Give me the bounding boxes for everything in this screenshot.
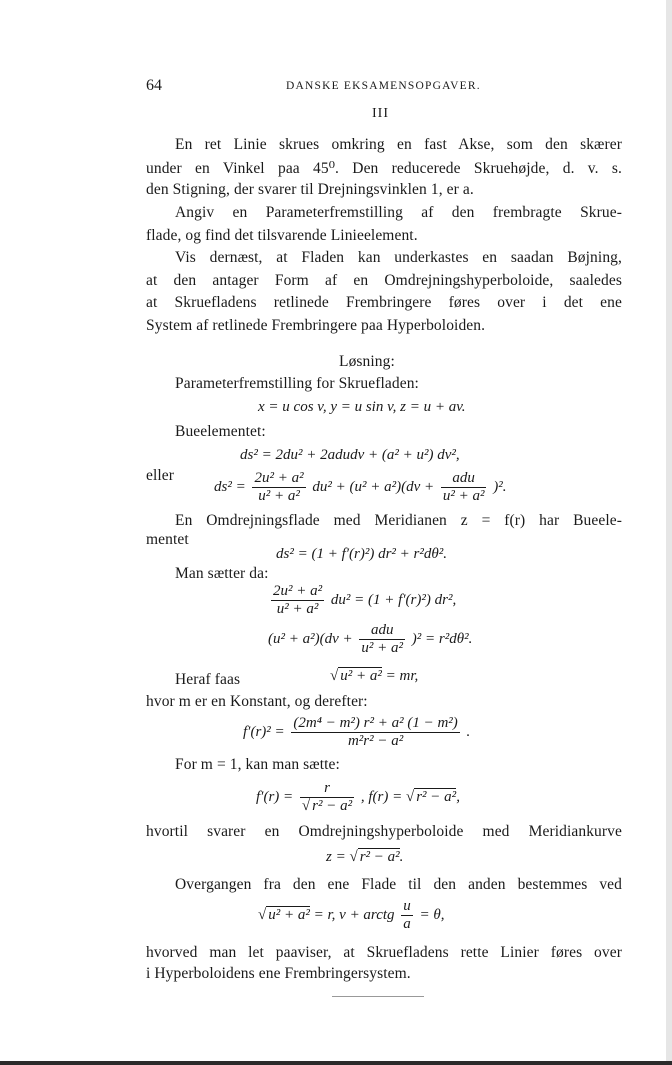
problem-line: flade, og find det tilsvarende Linieelement. <box>146 227 418 244</box>
z-equation: z = √ r² − a². <box>326 849 404 865</box>
problem-line: Angiv en Parameterfremstilling af den frembragte Skrue- <box>175 204 622 221</box>
for-line: For m = 1, kan man sætte: <box>175 756 340 773</box>
rotation-surface-line: En Omdrejningsflade med Meridianen z = f(r) har Bueele- <box>175 512 622 529</box>
f-m1-equation: f′(r) = $\frac{r}{\text{√ r² − a²}}$ , f(r) = √ r² − a², <box>256 780 460 814</box>
arc-equation-1: ds² = 2du² + 2adudv + (a² + u²) dv², <box>240 447 460 463</box>
rotation-surface-line: mentet <box>146 531 189 548</box>
f-equation: f′(r)² = $\frac{\text{(2m⁴ − m²) r² + a² (1 − m²)}}{\text{m²r² − a²}}$ . <box>243 715 471 749</box>
closing-line: i Hyperboloidens ene Frembringersystem. <box>146 965 411 982</box>
page-bottom-edge <box>0 1061 672 1065</box>
arc-label: Bueelementet: <box>175 423 266 440</box>
closing-line: hvorved man let paaviser, at Skruefladens rette Linier føres over <box>146 944 622 961</box>
solution-heading: Løsning: <box>339 353 395 370</box>
hvortil-line: hvortil svarer en Omdrejningshyperboloide med Meridiankurve <box>146 823 622 840</box>
heraf-label: Heraf faas <box>175 671 241 688</box>
problem-line: En ret Linie skrues omkring en fast Akse, som den skærer <box>175 136 622 153</box>
page-number: 64 <box>146 77 162 94</box>
set-equation-1: $\frac{\text{2u² + a²}}{\text{u² + a²}}$ du² = (1 + f′(r)²) dr², <box>273 583 457 617</box>
problem-line: den Stigning, der svarer til Drejningsvinklen 1, er a. <box>146 181 474 198</box>
running-title: DANSKE EKSAMENSOPGAVER. <box>286 80 481 92</box>
hvor-line: hvor m er en Konstant, og derefter: <box>146 693 368 710</box>
section-number: III <box>372 106 389 121</box>
set-label: Man sætter da: <box>175 565 269 582</box>
problem-line: Vis dernæst, at Fladen kan underkastes en saadan Bøjning, <box>175 249 622 266</box>
eller-label: eller <box>146 467 175 484</box>
heraf-equation: √ u² + a² = mr, <box>330 668 419 684</box>
param-equation: x = u cos v, y = u sin v, z = u + av. <box>258 399 466 415</box>
problem-line: at den antager Form af en Omdrejningshyperboloide, saaledes <box>146 272 622 289</box>
problem-line: under en Vinkel paa 45⁰. Den reducerede Skruehøjde, d. v. s. <box>146 160 622 177</box>
rotation-equation: ds² = (1 + f′(r)²) dr² + r²dθ². <box>276 546 447 562</box>
set-equation-2: (u² + a²)(dv + $\frac{\text{adu}}{\text{u² + a²}}$ )² = r²dθ². <box>268 622 473 656</box>
overgang-line: Overgangen fra den ene Flade til den anden bestemmes ved <box>175 876 622 893</box>
final-equation: √ u² + a² = r, v + arctg $\frac{u}{a}$ = θ, <box>258 898 445 932</box>
arc-equation-2: ds² = $\frac{\text{2u² + a²}}{\text{u² + a²}}$ du² + (u² + a²)(dv + $\frac{\text{adu}}{\text{u² + a²}}$ )². <box>214 470 507 504</box>
problem-line: at Skruefladens retlinede Frembringere føres over i det ene <box>146 294 622 311</box>
page-edge-shadow <box>666 0 672 1065</box>
problem-line: System af retlinede Frembringere paa Hyperboloiden. <box>146 317 486 334</box>
bottom-rule <box>332 996 424 997</box>
param-label: Parameterfremstilling for Skruefladen: <box>175 375 419 392</box>
